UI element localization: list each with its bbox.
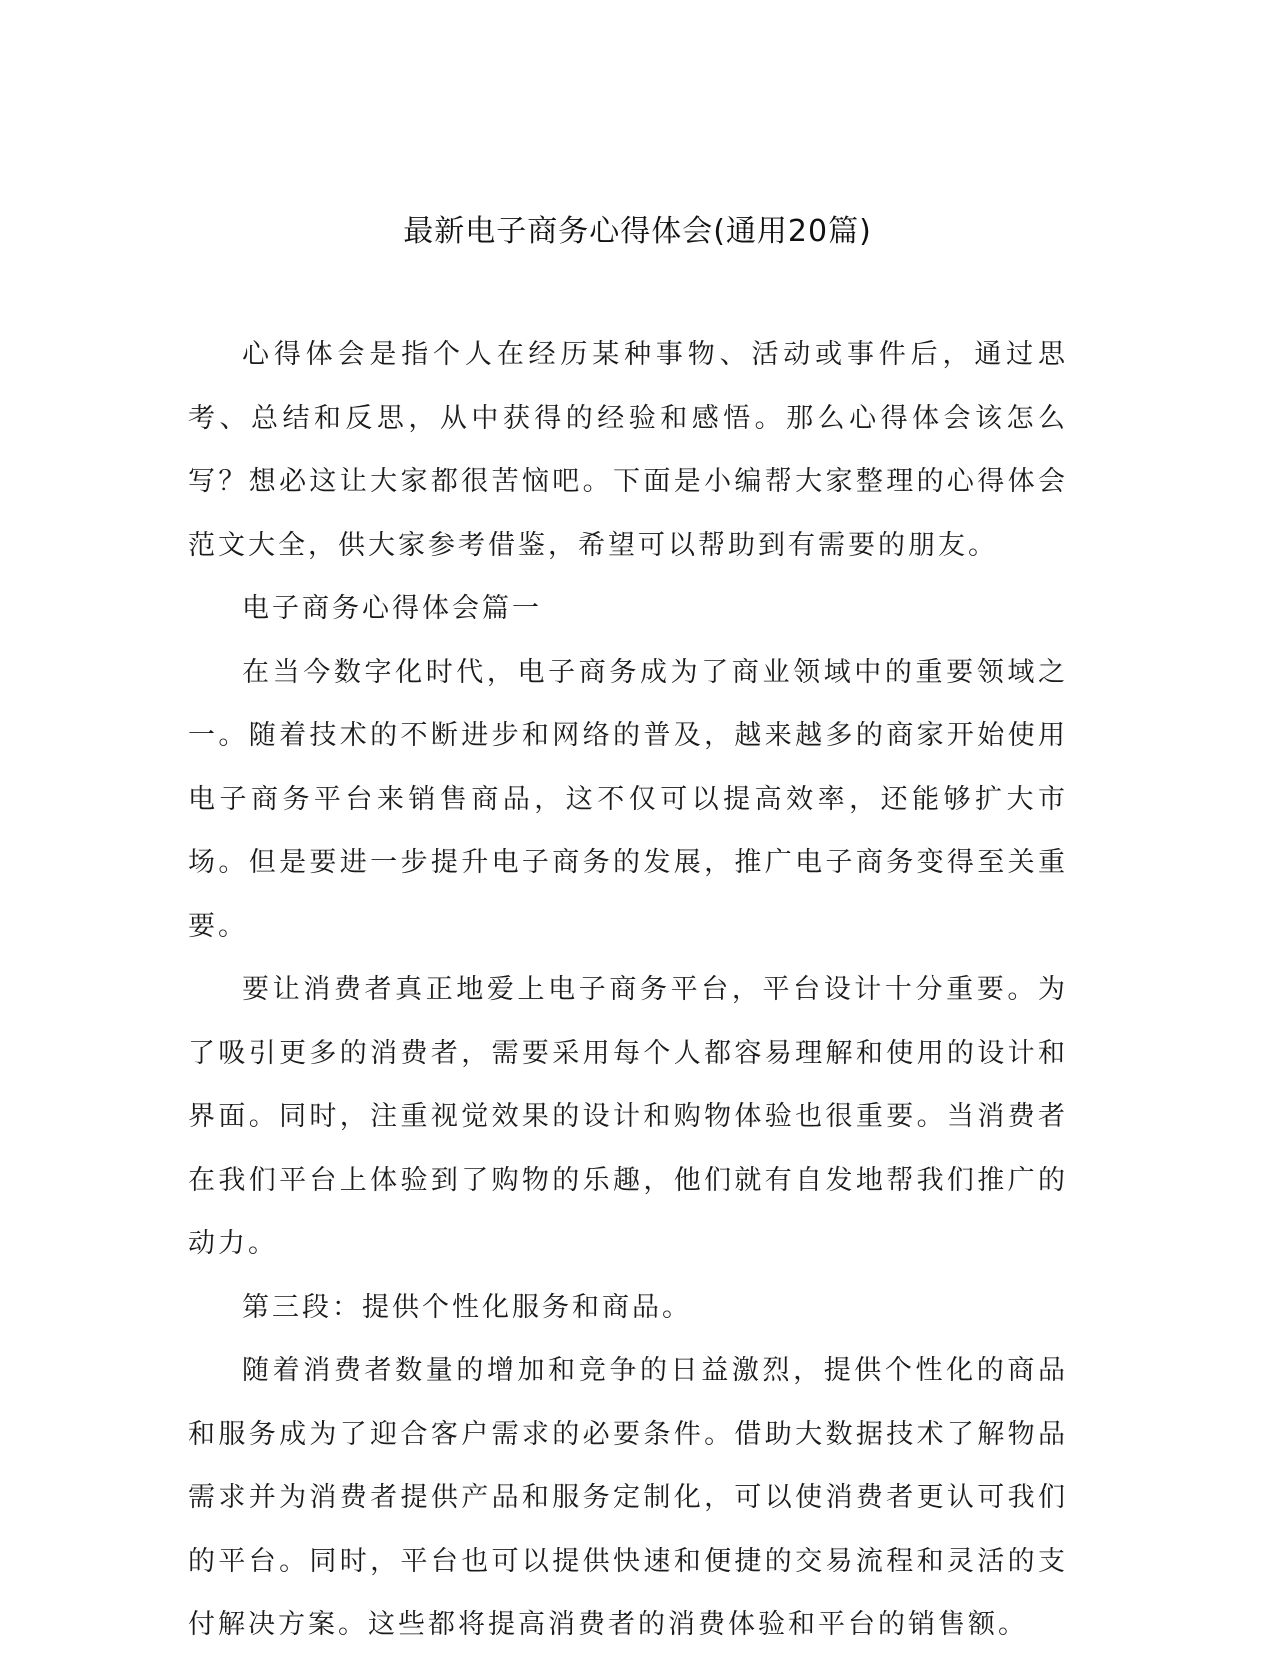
body-paragraph: 在当今数字化时代，电子商务成为了商业领域中的重要领域之一。随着技术的不断进步和网络的普及，越来越多的商家开始使用电子商务平台来销售商品，这不仅可以提高效率，还能够扩大市场。但是要进一步提升电子商务的发展，推广电子商务变得至关重要。 [188, 656, 1068, 942]
intro-paragraph: 心得体会是指个人在经历某种事物、活动或事件后，通过思考、总结和反思，从中获得的经验和感悟。那么心得体会该怎么写？想必这让大家都很苦恼吧。下面是小编帮大家整理的心得体会范文大全，供大家参考借鉴，希望可以帮助到有需要的朋友。 [188, 339, 1068, 561]
document-title: 最新电子商务心得体会(通用20篇) [403, 214, 872, 249]
document-body [188, 323, 1068, 1657]
section-heading: 电子商务心得体会篇一 [242, 593, 542, 624]
body-paragraph: 要让消费者真正地爱上电子商务平台，平台设计十分重要。为了吸引更多的消费者，需要采用每个人都容易理解和使用的设计和界面。同时，注重视觉效果的设计和购物体验也很重要。当消费者在我们平台上体验到了购物的乐趣，他们就有自发地帮我们推广的动力。 [188, 974, 1068, 1259]
body-paragraph: 随着消费者数量的增加和竞争的日益激烈，提供个性化的商品和服务成为了迎合客户需求的必要条件。借助大数据技术了解物品需求并为消费者提供产品和服务定制化，可以使消费者更认可我们的平台。同时，平台也可以提供快速和便捷的交易流程和灵活的支付解决方案。这些都将提高消费者的消费体验和平台的销售额。 [188, 1355, 1068, 1640]
subsection-heading: 第三段：提供个性化服务和商品。 [242, 1291, 692, 1323]
